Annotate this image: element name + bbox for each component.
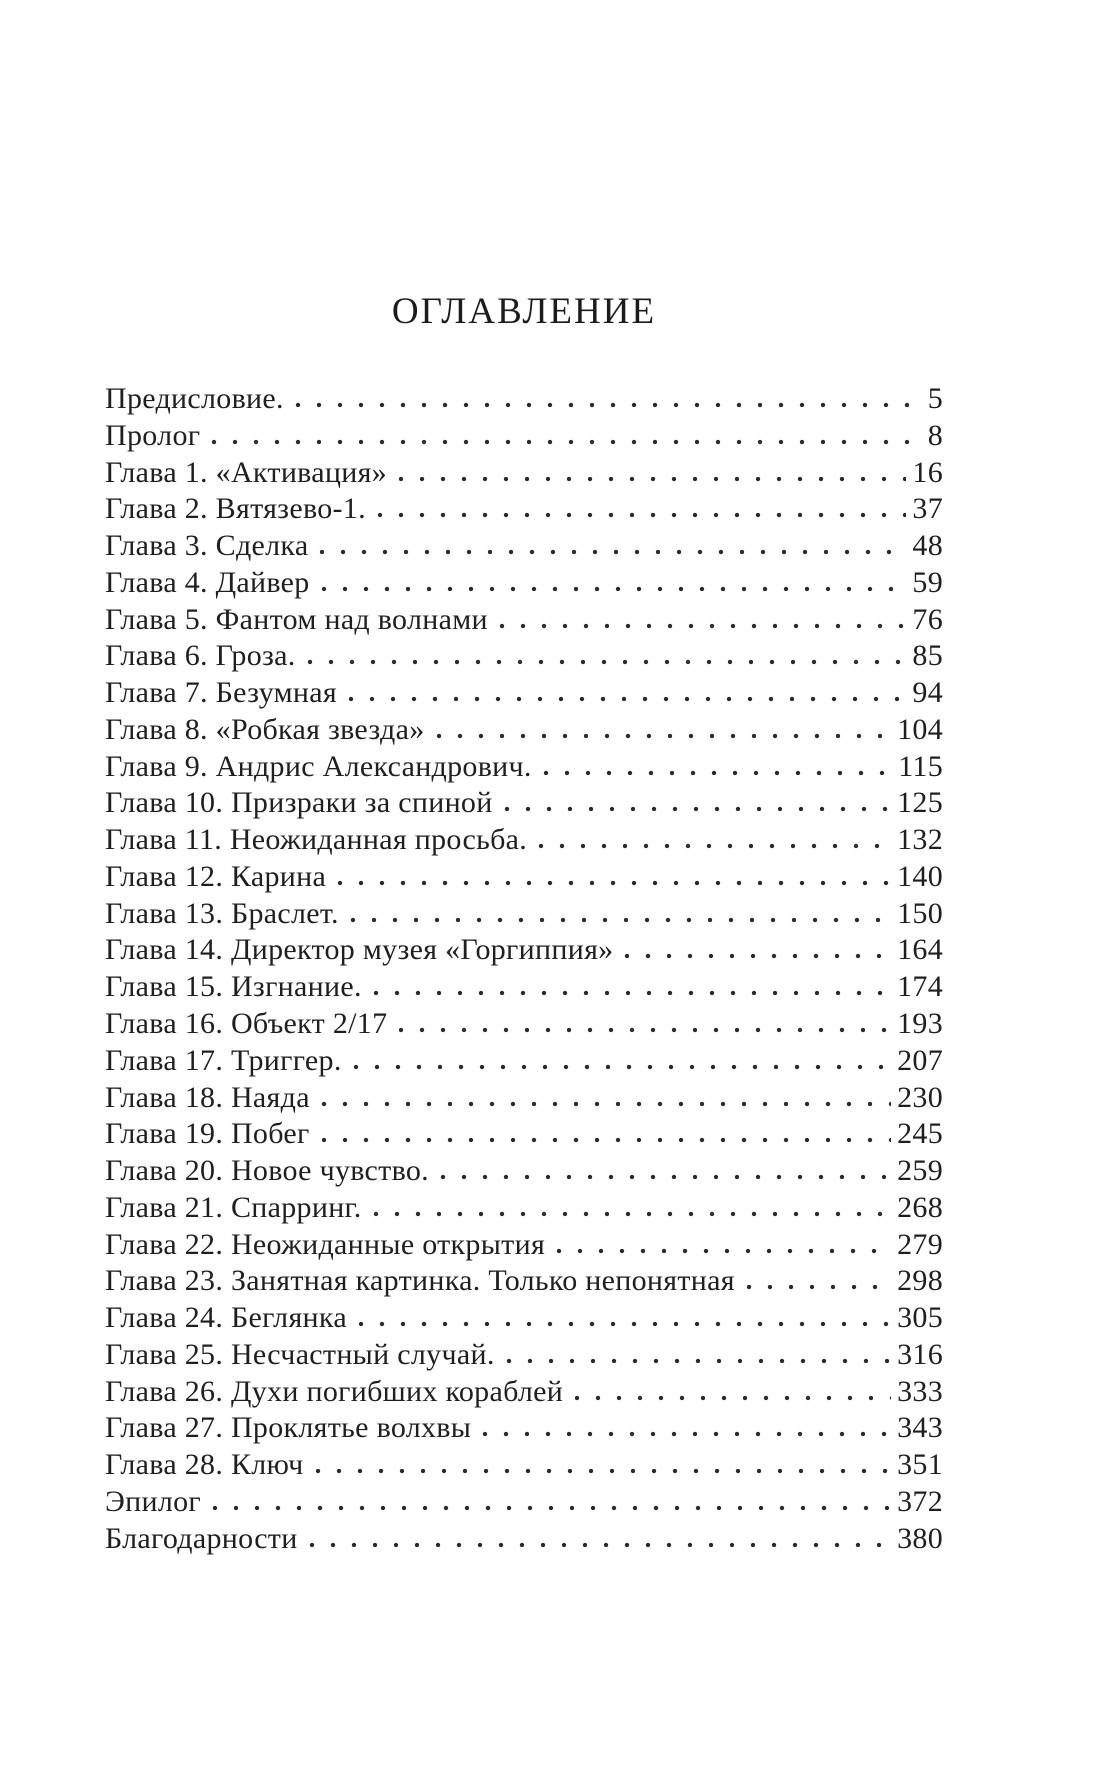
- dot-leader: [295, 402, 922, 408]
- toc-entry-label: Глава 23. Занятная картинка. Только непонятная: [105, 1264, 735, 1298]
- dot-leader: [574, 1395, 891, 1401]
- dot-leader: [398, 1027, 891, 1033]
- toc-entry-label: Эпилог: [105, 1484, 201, 1518]
- dot-leader: [350, 917, 891, 923]
- dot-leader: [377, 512, 906, 518]
- toc-entry-label: Глава 5. Фантом над волнами: [105, 602, 488, 636]
- toc-entry: [105, 896, 943, 933]
- dot-leader: [538, 843, 891, 849]
- toc-entry-label: Глава 15. Изгнание.: [105, 970, 362, 1004]
- toc-entry-label: Глава 24. Беглянка: [105, 1301, 347, 1335]
- toc-entry-page-number: 59: [912, 565, 943, 599]
- toc-entry-label: Пролог: [105, 418, 201, 452]
- toc-entry: [105, 418, 943, 455]
- toc-entry-page-number: 279: [897, 1227, 943, 1261]
- toc-entry: [105, 932, 943, 969]
- dot-leader: [506, 1358, 891, 1364]
- toc-entry: [105, 822, 943, 859]
- toc-entry-label: Глава 20. Новое чувство.: [105, 1154, 429, 1188]
- toc-entry-page-number: 94: [912, 676, 943, 710]
- toc-entry: [105, 1447, 943, 1484]
- dot-leader: [624, 953, 891, 959]
- toc-entry-page-number: 174: [897, 970, 943, 1004]
- toc-entry-label: Глава 27. Проклятье волхвы: [105, 1411, 472, 1445]
- toc-entry-page-number: 193: [897, 1007, 943, 1041]
- toc-entry-page-number: 268: [897, 1190, 943, 1224]
- toc-entry-label: Глава 4. Дайвер: [105, 565, 310, 599]
- dot-leader: [321, 1137, 891, 1143]
- toc-entry-page-number: 37: [912, 492, 943, 526]
- toc-entry-page-number: 132: [897, 823, 943, 857]
- toc-entry: [105, 491, 943, 528]
- dot-leader: [482, 1431, 891, 1437]
- toc-entry: [105, 565, 943, 602]
- toc-entry-page-number: 316: [897, 1337, 943, 1371]
- toc-entry-page-number: 298: [897, 1264, 943, 1298]
- dot-leader: [746, 1284, 891, 1290]
- toc-entry: [105, 455, 943, 492]
- toc-entry-label: Глава 13. Браслет.: [105, 896, 339, 930]
- toc-entry-page-number: 48: [912, 529, 943, 563]
- toc-entry: [105, 638, 943, 675]
- toc-entry: [105, 712, 943, 749]
- dot-leader: [373, 990, 891, 996]
- dot-leader: [436, 733, 892, 739]
- dot-leader: [321, 586, 907, 592]
- dot-leader: [212, 1505, 891, 1511]
- toc-entry-page-number: 16: [912, 455, 943, 489]
- toc-entry-label: Глава 16. Объект 2/17: [105, 1007, 388, 1041]
- toc-entry: [105, 1521, 943, 1558]
- toc-entry-page-number: 8: [927, 418, 943, 452]
- toc-entry-page-number: 372: [897, 1484, 943, 1518]
- toc-entry-label: Глава 26. Духи погибших кораблей: [105, 1374, 564, 1408]
- toc-entry: [105, 675, 943, 712]
- toc-entry-label: Глава 1. «Активация»: [105, 455, 387, 489]
- toc-entry-page-number: 207: [897, 1043, 943, 1077]
- toc-entry: [105, 1263, 943, 1300]
- toc-entry-page-number: 380: [897, 1521, 943, 1555]
- toc-entry-label: Глава 14. Директор музея «Горгиппия»: [105, 933, 614, 967]
- dot-leader: [348, 696, 906, 702]
- toc-entry: [105, 1080, 943, 1117]
- dot-leader: [543, 770, 892, 776]
- toc-entry-page-number: 343: [897, 1411, 943, 1445]
- toc-entry: [105, 1374, 943, 1411]
- toc-entry: [105, 602, 943, 639]
- toc-entry-label: Глава 25. Несчастный случай.: [105, 1337, 495, 1371]
- dot-leader: [307, 659, 907, 665]
- dot-leader: [353, 1064, 891, 1070]
- toc-entry: [105, 749, 943, 786]
- dot-leader: [440, 1174, 891, 1180]
- toc-entry-label: Глава 6. Гроза.: [105, 639, 296, 673]
- dot-leader: [358, 1321, 891, 1327]
- toc-entry: [105, 1153, 943, 1190]
- toc-entry: [105, 785, 943, 822]
- dot-leader: [315, 1468, 892, 1474]
- toc-entry-label: Глава 22. Неожиданные открытия: [105, 1227, 546, 1261]
- toc-entry-label: Предисловие.: [105, 382, 284, 415]
- dot-leader: [321, 1101, 891, 1107]
- toc-entry-label: Глава 17. Триггер.: [105, 1043, 342, 1077]
- toc-entry: [105, 1337, 943, 1374]
- toc-entry-page-number: 125: [897, 786, 943, 820]
- toc-entry-label: Благодарности: [105, 1521, 298, 1555]
- toc-entry-label: Глава 8. «Робкая звезда»: [105, 712, 425, 746]
- toc-entry: [105, 1227, 943, 1264]
- toc-entry: [105, 859, 943, 896]
- toc-entry-page-number: 76: [912, 602, 943, 636]
- dot-leader: [373, 1211, 892, 1217]
- toc-entry-label: Глава 7. Безумная: [105, 676, 337, 710]
- toc-entry: [105, 1116, 943, 1153]
- toc-entry-label: Глава 19. Побег: [105, 1117, 310, 1151]
- dot-leader: [398, 476, 906, 482]
- toc-entry: [105, 1484, 943, 1521]
- toc-entry-page-number: 85: [912, 639, 943, 673]
- toc-entry-page-number: 259: [897, 1154, 943, 1188]
- toc-entry-page-number: 150: [897, 896, 943, 930]
- toc-entry-label: Глава 11. Неожиданная просьба.: [105, 823, 528, 857]
- toc-entry-page-number: 245: [897, 1117, 943, 1151]
- toc-entry: [105, 381, 943, 418]
- toc-entry-page-number: 104: [897, 712, 943, 746]
- toc-entry-label: Глава 2. Вятязево-1.: [105, 492, 366, 526]
- toc-entry-label: Глава 10. Призраки за спиной: [105, 786, 493, 820]
- toc-entry: [105, 528, 943, 565]
- toc-entry-page-number: 230: [897, 1080, 943, 1114]
- dot-leader: [211, 439, 921, 445]
- toc-entry-label: Глава 12. Карина: [105, 859, 327, 893]
- toc-entry: [105, 969, 943, 1006]
- toc-entry-label: Глава 9. Андрис Александрович.: [105, 749, 532, 783]
- toc-entry-label: Глава 28. Ключ: [105, 1448, 304, 1482]
- toc-entry-label: Глава 21. Спарринг.: [105, 1190, 362, 1224]
- toc-entry-page-number: 115: [898, 749, 943, 783]
- toc-list: [105, 381, 943, 1558]
- toc-entry-page-number: 164: [897, 933, 943, 967]
- toc-entry-page-number: 305: [897, 1301, 943, 1335]
- toc-entry: [105, 1190, 943, 1227]
- dot-leader: [319, 549, 906, 555]
- dot-leader: [556, 1248, 891, 1254]
- toc-entry: [105, 1300, 943, 1337]
- toc-entry: [105, 1006, 943, 1043]
- toc-entry-page-number: 140: [897, 859, 943, 893]
- toc-entry: [105, 1410, 943, 1447]
- dot-leader: [309, 1542, 892, 1548]
- dot-leader: [337, 880, 891, 886]
- toc-entry-page-number: 5: [927, 382, 943, 415]
- toc-entry-page-number: 333: [897, 1374, 943, 1408]
- dot-leader: [504, 806, 892, 812]
- toc-entry-page-number: 351: [897, 1448, 943, 1482]
- toc-title: ОГЛАВЛЕНИЕ: [391, 291, 657, 332]
- toc-entry: [105, 1043, 943, 1080]
- dot-leader: [499, 623, 907, 629]
- toc-entry-label: Глава 18. Наяда: [105, 1080, 310, 1114]
- toc-entry-label: Глава 3. Сделка: [105, 529, 309, 563]
